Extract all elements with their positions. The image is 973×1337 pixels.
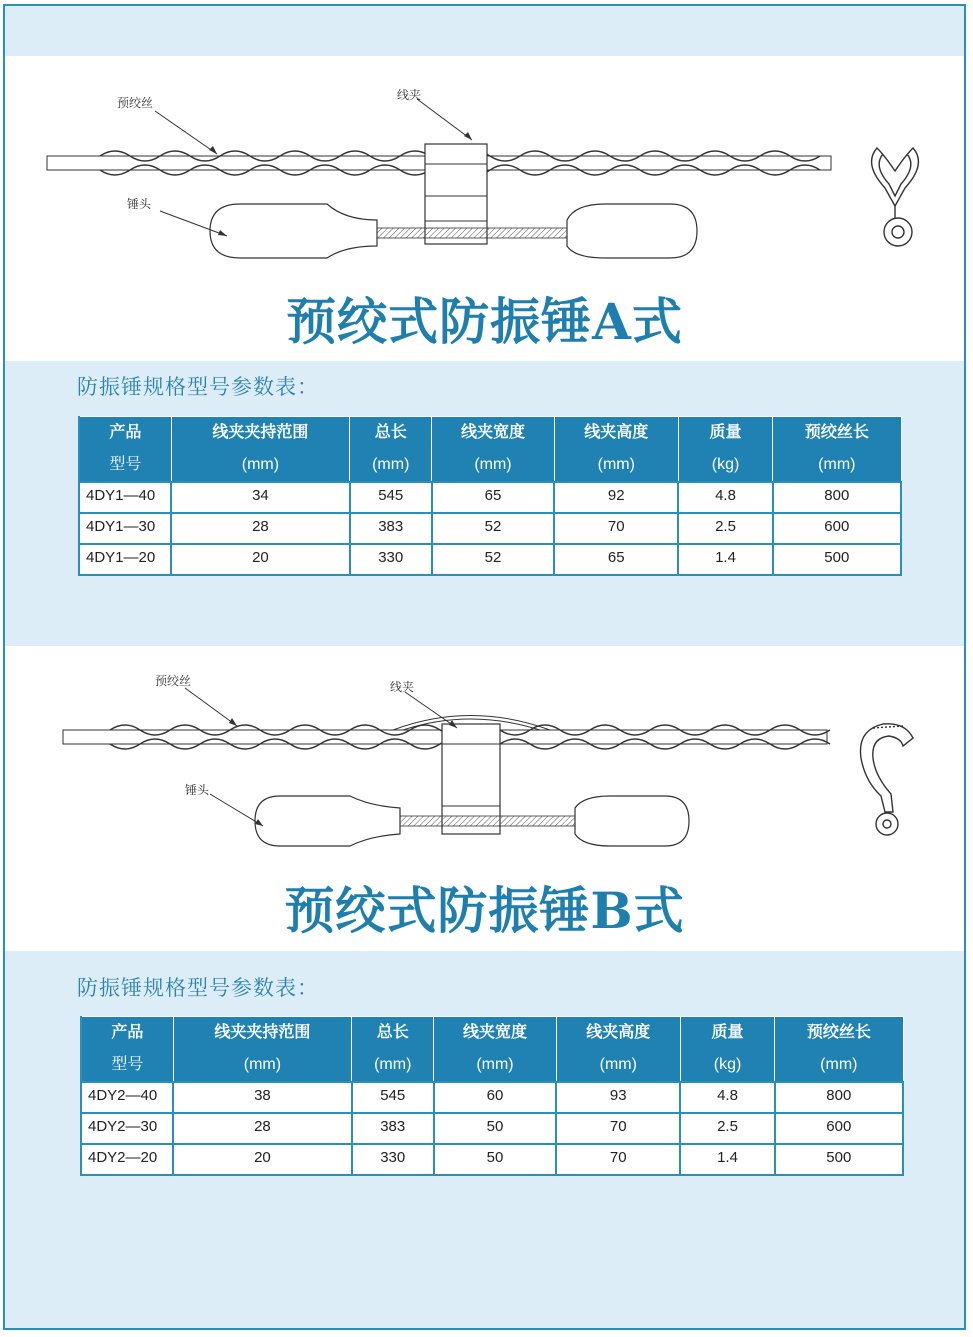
table-cell: 500 bbox=[773, 544, 901, 575]
label-wire-b: 预绞丝 bbox=[155, 674, 192, 688]
table-row bbox=[79, 482, 901, 513]
table-header-row bbox=[81, 1017, 903, 1083]
spec-table-a bbox=[78, 416, 902, 576]
table-cell: 4DY2—30 bbox=[81, 1113, 173, 1144]
side-view-a bbox=[872, 148, 919, 246]
label-clamp-b: 线夹 bbox=[390, 680, 415, 694]
table-cell: 50 bbox=[434, 1113, 556, 1144]
table-cell: 65 bbox=[554, 544, 678, 575]
table-row bbox=[81, 1144, 903, 1175]
table-row bbox=[79, 513, 901, 544]
col-header: 总长 (mm) bbox=[350, 417, 432, 483]
col-header: 质量 (kg) bbox=[678, 417, 772, 483]
table-cell: 20 bbox=[171, 544, 349, 575]
table-cell: 500 bbox=[775, 1144, 903, 1175]
table-cell: 93 bbox=[556, 1082, 680, 1113]
table-cell: 34 bbox=[171, 482, 349, 513]
table-cell: 70 bbox=[556, 1113, 680, 1144]
table-cell: 4DY1—40 bbox=[79, 482, 171, 513]
col-header: 总长 (mm) bbox=[352, 1017, 434, 1083]
col-header: 产品 型号 bbox=[79, 417, 171, 483]
table-cell: 65 bbox=[432, 482, 554, 513]
table-cell: 52 bbox=[432, 544, 554, 575]
table-cell: 330 bbox=[350, 544, 432, 575]
table-cell: 70 bbox=[556, 1144, 680, 1175]
table-cell: 383 bbox=[350, 513, 432, 544]
side-view-b bbox=[860, 724, 913, 835]
col-header: 线夹宽度 (mm) bbox=[432, 417, 554, 483]
table-cell: 50 bbox=[434, 1144, 556, 1175]
label-hammer-a: 锤头 bbox=[127, 197, 152, 211]
table-cell: 60 bbox=[434, 1082, 556, 1113]
table-cell: 52 bbox=[432, 513, 554, 544]
table-cell: 4DY1—30 bbox=[79, 513, 171, 544]
table-row bbox=[79, 544, 901, 575]
spec-table-b bbox=[80, 1016, 904, 1176]
table-row bbox=[81, 1113, 903, 1144]
col-header: 质量 (kg) bbox=[680, 1017, 774, 1083]
label-wire-a: 预绞丝 bbox=[117, 96, 154, 110]
section-b-subtitle: 防振锤规格型号参数表： bbox=[77, 976, 319, 1000]
table-cell: 545 bbox=[350, 482, 432, 513]
table-cell: 92 bbox=[554, 482, 678, 513]
table-cell: 383 bbox=[352, 1113, 434, 1144]
label-hammer-b: 锤头 bbox=[185, 783, 210, 797]
table-cell: 330 bbox=[352, 1144, 434, 1175]
table-cell: 4.8 bbox=[678, 482, 772, 513]
table-cell: 600 bbox=[773, 513, 901, 544]
table-cell: 4DY2—20 bbox=[81, 1144, 173, 1175]
drawing-b-area bbox=[5, 646, 964, 951]
table-cell: 4DY2—40 bbox=[81, 1082, 173, 1113]
table-cell: 20 bbox=[173, 1144, 351, 1175]
table-cell: 4DY1—20 bbox=[79, 544, 171, 575]
col-header: 线夹夹持范围 (mm) bbox=[173, 1017, 351, 1083]
col-header: 预绞丝长 (mm) bbox=[775, 1017, 903, 1083]
table-cell: 28 bbox=[171, 513, 349, 544]
table-cell: 1.4 bbox=[680, 1144, 774, 1175]
table-row bbox=[81, 1082, 903, 1113]
table-header-row bbox=[79, 417, 901, 483]
table-cell: 800 bbox=[775, 1082, 903, 1113]
col-header: 线夹宽度 (mm) bbox=[434, 1017, 556, 1083]
table-cell: 4.8 bbox=[680, 1082, 774, 1113]
table-cell: 2.5 bbox=[678, 513, 772, 544]
section-b-title: 预绞式防振锤B式 bbox=[284, 881, 685, 940]
drawing-a-area bbox=[5, 56, 964, 361]
table-cell: 800 bbox=[773, 482, 901, 513]
col-header: 线夹夹持范围 (mm) bbox=[171, 417, 349, 483]
page-frame bbox=[3, 4, 966, 1330]
table-cell: 2.5 bbox=[680, 1113, 774, 1144]
section-a-title: 预绞式防振锤A式 bbox=[286, 292, 683, 351]
table-cell: 38 bbox=[173, 1082, 351, 1113]
col-header: 线夹高度 (mm) bbox=[554, 417, 678, 483]
table-cell: 1.4 bbox=[678, 544, 772, 575]
section-a-subtitle: 防振锤规格型号参数表： bbox=[77, 375, 319, 399]
table-cell: 70 bbox=[554, 513, 678, 544]
table-cell: 28 bbox=[173, 1113, 351, 1144]
col-header: 产品 型号 bbox=[81, 1017, 173, 1083]
table-cell: 600 bbox=[775, 1113, 903, 1144]
col-header: 线夹高度 (mm) bbox=[556, 1017, 680, 1083]
col-header: 预绞丝长 (mm) bbox=[773, 417, 901, 483]
table-cell: 545 bbox=[352, 1082, 434, 1113]
label-clamp-a: 线夹 bbox=[397, 88, 422, 102]
